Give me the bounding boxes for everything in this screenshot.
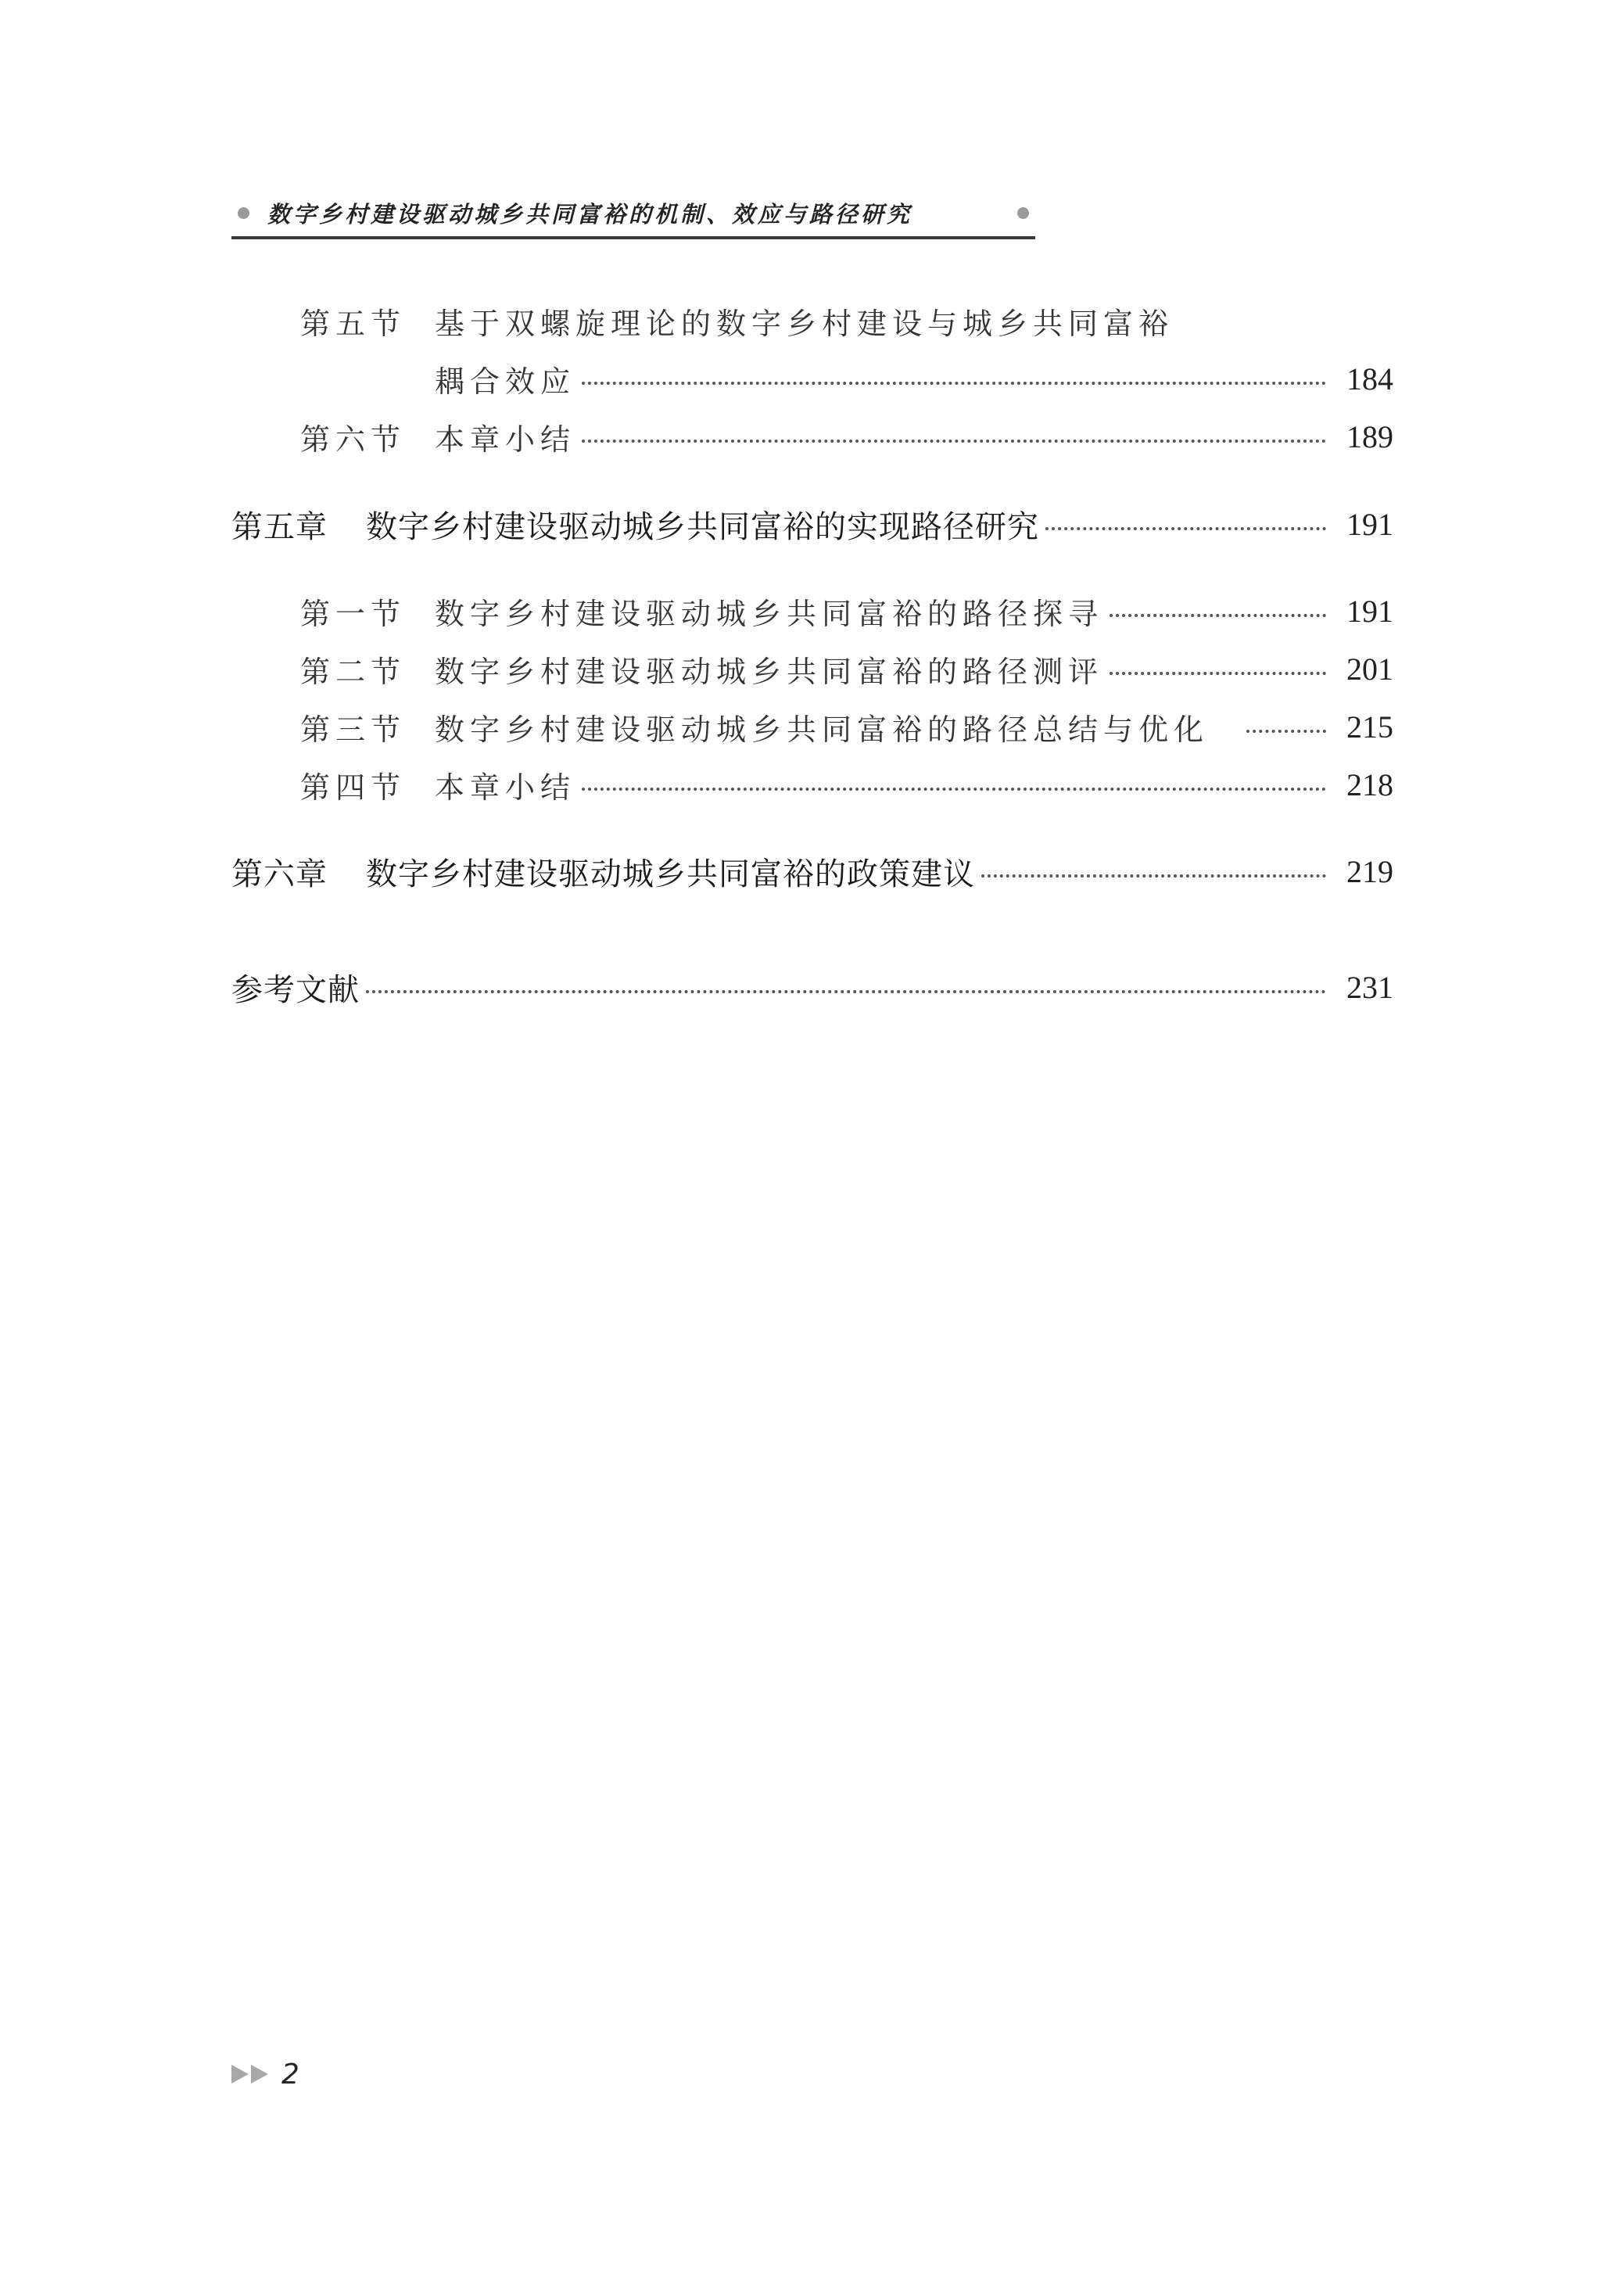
page-number: 191 bbox=[1346, 506, 1393, 542]
section-title: 基于双螺旋理论的数字乡村建设与城乡共同富裕 bbox=[435, 306, 1174, 341]
section-title: 本章小结 bbox=[435, 770, 576, 805]
toc-entry-section[interactable] bbox=[300, 763, 1393, 806]
dot-leader bbox=[582, 440, 1326, 443]
section-number: 第三节 bbox=[300, 712, 407, 747]
page-number: 189 bbox=[1346, 418, 1393, 454]
chapter-number: 第五章 bbox=[231, 508, 328, 545]
page-footer bbox=[231, 2055, 299, 2094]
page-number: 215 bbox=[1346, 709, 1393, 745]
dot-leader bbox=[582, 382, 1326, 385]
section-title: 数字乡村建设驱动城乡共同富裕的路径探寻 bbox=[435, 596, 1104, 631]
section-title: 数字乡村建设驱动城乡共同富裕的路径测评 bbox=[435, 654, 1104, 689]
toc-entry-section[interactable] bbox=[300, 647, 1393, 691]
dot-leader bbox=[1110, 672, 1326, 675]
bullet-dot-icon bbox=[1017, 207, 1029, 219]
page-number: 218 bbox=[1346, 766, 1393, 802]
running-header bbox=[231, 199, 1035, 239]
dot-leader bbox=[366, 990, 1326, 993]
dot-leader bbox=[1045, 527, 1326, 530]
page-number: 201 bbox=[1346, 651, 1393, 687]
section-number: 第五节 bbox=[300, 306, 407, 341]
section-number: 第二节 bbox=[300, 654, 407, 689]
toc-entry-chapter[interactable] bbox=[231, 502, 1393, 546]
toc-entry-section[interactable] bbox=[300, 299, 1393, 343]
chapter-title: 数字乡村建设驱动城乡共同富裕的实现路径研究 bbox=[366, 508, 1039, 545]
chapter-title: 数字乡村建设驱动城乡共同富裕的政策建议 bbox=[366, 856, 975, 892]
toc-entry-chapter[interactable] bbox=[231, 849, 1393, 893]
section-number: 第六节 bbox=[300, 422, 407, 457]
toc-entry-references[interactable] bbox=[231, 965, 1393, 1009]
toc-entry-section[interactable] bbox=[300, 589, 1393, 633]
section-number: 第一节 bbox=[300, 596, 407, 631]
dot-leader bbox=[1110, 614, 1326, 617]
page-number: 191 bbox=[1346, 593, 1393, 629]
footer-page-number: 2 bbox=[281, 2058, 299, 2091]
page-number: 184 bbox=[1346, 361, 1393, 397]
double-arrow-icon bbox=[231, 2065, 271, 2084]
toc-entry-continuation[interactable] bbox=[435, 357, 1393, 400]
page-number: 231 bbox=[1346, 969, 1393, 1005]
section-number: 第四节 bbox=[300, 770, 407, 805]
page-number: 219 bbox=[1346, 853, 1393, 889]
running-header-title: 数字乡村建设驱动城乡共同富裕的机制、效应与路径研究 bbox=[267, 201, 913, 228]
section-title: 本章小结 bbox=[435, 422, 576, 457]
toc-entry-section[interactable] bbox=[300, 415, 1393, 458]
chapter-number: 第六章 bbox=[231, 856, 328, 892]
section-title-continuation: 耦合效应 bbox=[435, 364, 576, 399]
dot-leader bbox=[1246, 730, 1326, 733]
bullet-dot-icon bbox=[238, 207, 249, 219]
dot-leader bbox=[582, 788, 1326, 791]
references-title: 参考文献 bbox=[231, 971, 360, 1008]
section-title: 数字乡村建设驱动城乡共同富裕的路径总结与优化 bbox=[435, 712, 1210, 747]
dot-leader bbox=[981, 874, 1326, 878]
toc-entry-section[interactable] bbox=[300, 705, 1393, 748]
